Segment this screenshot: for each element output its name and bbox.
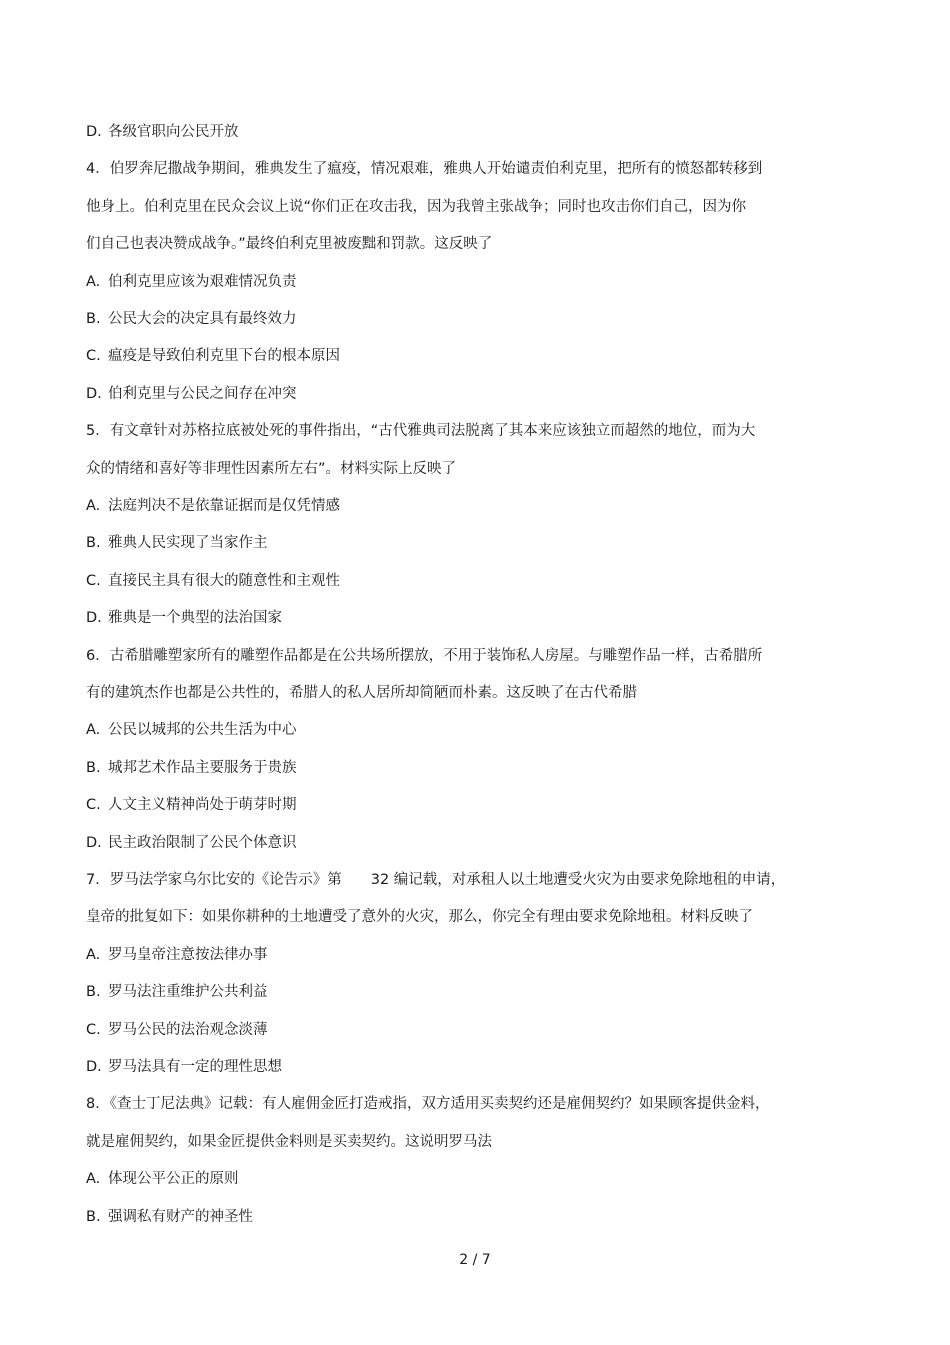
option-letter: A.	[86, 946, 101, 963]
option-text: 法庭判决不是依靠证据而是仅凭情感	[108, 498, 340, 514]
answer-option	[86, 758, 297, 778]
question-text-line: 他身上。伯利克里在民众会议上说“你们正在攻击我，因为我曾主张战争；同时也攻击你们自己，因为你	[86, 198, 747, 215]
option-text: 罗马法具有一定的理性思想	[108, 1059, 282, 1075]
option-text: 民主政治限制了公民个体意识	[108, 834, 297, 851]
answer-option	[86, 309, 297, 329]
answer-option	[86, 833, 297, 853]
question-text-line: 众的情绪和喜好等非理性因素所左右”。材料实际上反映了	[86, 460, 457, 477]
answer-option	[86, 1020, 268, 1040]
option-letter: B.	[86, 1208, 101, 1225]
answer-option	[86, 496, 340, 516]
option-letter: B.	[86, 984, 101, 1001]
option-text: 人文主义精神尚处于萌芽时期	[108, 797, 297, 814]
option-text: 雅典是一个典型的法治国家	[108, 610, 282, 627]
answer-option	[86, 945, 268, 965]
option-letter: A.	[86, 722, 101, 739]
option-letter: D.	[86, 124, 102, 140]
question-text-line: 就是雇佣契约，如果金匠提供金料则是买卖契约。这说明罗马法	[86, 1133, 492, 1150]
option-letter: D.	[86, 610, 102, 627]
answer-option	[86, 795, 297, 815]
option-letter: D.	[86, 834, 102, 851]
option-text: 公民以城邦的公共生活为中心	[108, 722, 297, 739]
option-text: 各级官职向公民开放	[108, 124, 239, 140]
answer-option	[86, 720, 297, 740]
option-text: 城邦艺术作品主要服务于贵族	[108, 759, 297, 776]
answer-option	[86, 608, 282, 628]
option-text: 伯利克里应该为艰难情况负责	[108, 273, 297, 290]
option-letter: D.	[86, 1059, 102, 1075]
answer-option	[86, 122, 239, 142]
question-text-line: 4．伯罗奔尼撒战争期间，雅典发生了瘟疫，情况艰难，雅典人开始谴责伯利克里，把所有的愤怒都转移到	[86, 161, 763, 178]
question-text-line: 们自己也表决赞成战争。”最终伯利克里被废黜和罚款。这反映了	[86, 236, 493, 253]
page-number: 2 / 7	[459, 1252, 491, 1268]
question-text-line: 皇帝的批复如下：如果你耕种的土地遭受了意外的火灾，那么，你完全有理由要求免除地租。材料反映了	[86, 909, 753, 926]
option-letter: C.	[86, 1021, 101, 1038]
option-letter: B.	[86, 535, 101, 552]
option-text: 直接民主具有很大的随意性和主观性	[108, 572, 340, 589]
question-text-line: 7．罗马法学家乌尔比安的《论告示》第 32 编记载，对承租人以土地遭受火灾为由要求免除地租的申请，	[86, 872, 786, 888]
answer-option	[86, 982, 268, 1002]
answer-option	[86, 384, 297, 404]
option-text: 瘟疫是导致伯利克里下台的根本原因	[108, 348, 340, 365]
answer-option	[86, 1057, 282, 1077]
answer-option	[86, 571, 340, 591]
option-letter: C.	[86, 797, 101, 814]
option-letter: A.	[86, 273, 101, 290]
question-text-line: 5．有文章针对苏格拉底被处死的事件指出，“古代雅典司法脱离了其本来应该独立而超然的地位，而为大	[86, 423, 756, 440]
option-text: 罗马公民的法治观念淡薄	[108, 1021, 268, 1038]
option-letter: B.	[86, 311, 101, 327]
answer-option	[86, 272, 297, 292]
option-letter: D.	[86, 385, 102, 402]
option-letter: A.	[86, 1171, 101, 1188]
option-text: 公民大会的决定具有最终效力	[108, 311, 297, 327]
option-text: 强调私有财产的神圣性	[108, 1208, 253, 1225]
option-letter: C.	[86, 348, 101, 365]
option-text: 伯利克里与公民之间存在冲突	[108, 385, 297, 402]
option-text: 罗马皇帝注意按法律办事	[108, 946, 268, 963]
option-text: 罗马法注重维护公共利益	[108, 984, 268, 1001]
answer-option	[86, 533, 268, 553]
option-text: 雅典人民实现了当家作主	[108, 535, 268, 552]
option-text: 体现公平公正的原则	[108, 1171, 239, 1188]
option-letter: A.	[86, 498, 101, 514]
option-letter: B.	[86, 759, 101, 776]
question-text-line: 有的建筑杰作也都是公共性的，希腊人的私人居所却简陋而朴素。这反映了在古代希腊	[86, 685, 637, 701]
question-text-line: 6．古希腊雕塑家所有的雕塑作品都是在公共场所摆放，不用于装饰私人房屋。与雕塑作品一样，古希腊所	[86, 647, 763, 664]
answer-option	[86, 1169, 239, 1189]
answer-option	[86, 346, 340, 366]
answer-option	[86, 1207, 253, 1227]
question-text-line: 8．《查士丁尼法典》记载：有人雇佣金匠打造戒指，双方适用买卖契约还是雇佣契约？如果顾客提供金料，	[86, 1096, 770, 1113]
option-letter: C.	[86, 572, 101, 589]
